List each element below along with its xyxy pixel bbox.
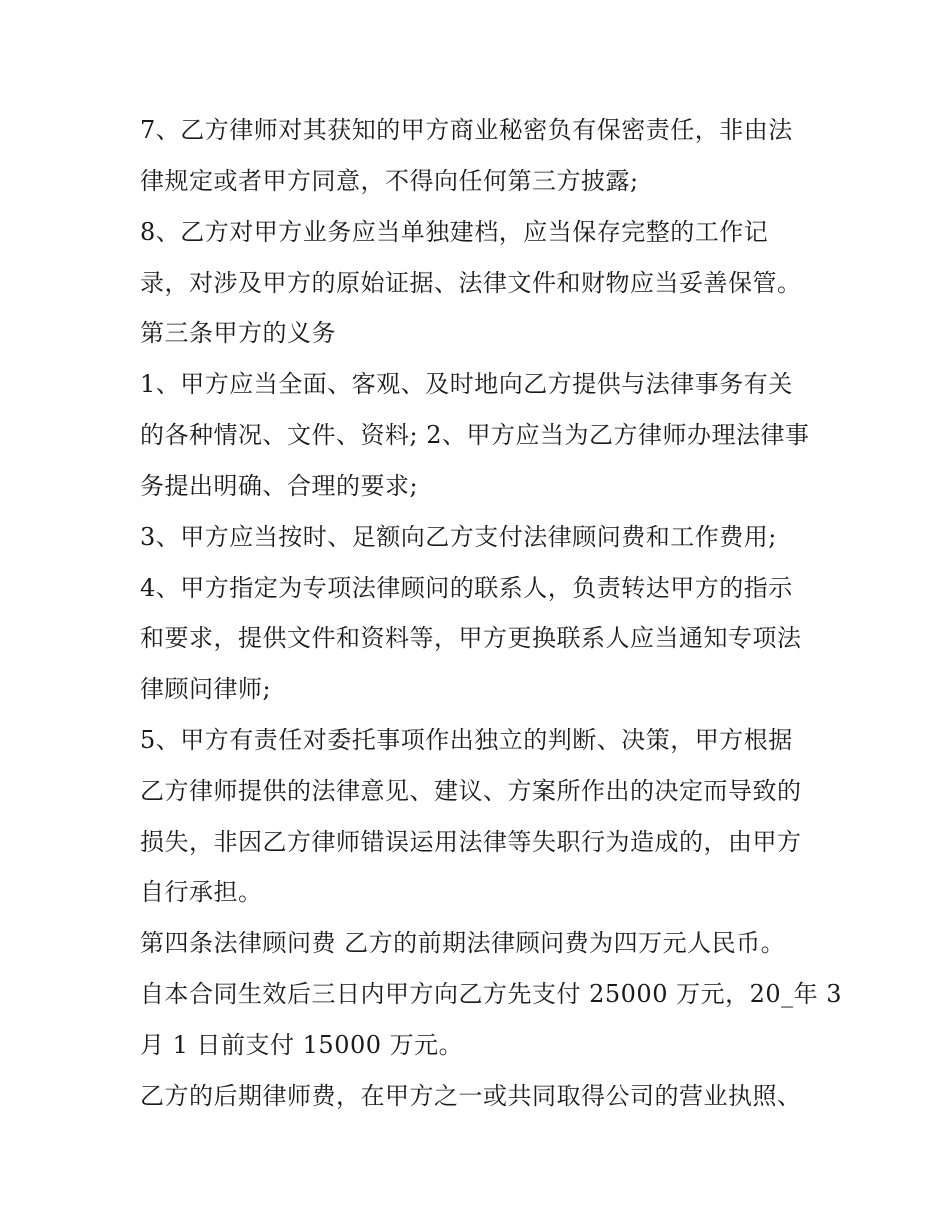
text-line: 乙方律师提供的法律意见、建议、方案所作出的决定而导致的 <box>140 777 802 805</box>
text-line: 8、乙方对甲方业务应当单独建档，应当保存完整的工作记 <box>140 218 769 246</box>
text-line: 7、乙方律师对其获知的甲方商业秘密负有保密责任，非由法 <box>140 116 793 144</box>
text-line: 律顾问律师; <box>140 675 272 703</box>
text-line: 5、甲方有责任对委托事项作出独立的判断、决策，甲方根据 <box>140 726 793 754</box>
text-line: 乙方的后期律师费，在甲方之一或共同取得公司的营业执照、 <box>140 1082 802 1110</box>
text-line: 4、甲方指定为专项法律顾问的联系人，负责转达甲方的指示 <box>140 574 793 602</box>
text-line: 的各种情况、文件、资料; 2、甲方应当为乙方律师办理法律事 <box>140 421 810 449</box>
text-line: 律规定或者甲方同意，不得向任何第三方披露; <box>140 167 639 195</box>
text-line: 自行承担。 <box>140 878 263 906</box>
text-line: 损失，非因乙方律师错误运用法律等失职行为造成的，由甲方 <box>140 828 802 856</box>
text-line: 务提出明确、合理的要求; <box>140 472 419 500</box>
text-line: 和要求，提供文件和资料等，甲方更换联系人应当通知专项法 <box>140 624 802 652</box>
section-heading: 第三条甲方的义务 <box>140 319 336 347</box>
section-heading: 第四条法律顾问费 乙方的前期法律顾问费为四万元人民币。 <box>140 929 786 957</box>
text-line: 自本合同生效后三日内甲方向乙方先支付 25000 万元，20_年 3 <box>140 980 843 1008</box>
text-line: 3、甲方应当按时、足额向乙方支付法律顾问费和工作费用; <box>140 523 777 551</box>
text-line: 1、甲方应当全面、客观、及时地向乙方提供与法律事务有关 <box>140 370 793 398</box>
text-line: 月 1 日前支付 15000 万元。 <box>140 1031 464 1059</box>
text-line: 录，对涉及甲方的原始证据、法律文件和财物应当妥善保管。 <box>140 269 802 297</box>
